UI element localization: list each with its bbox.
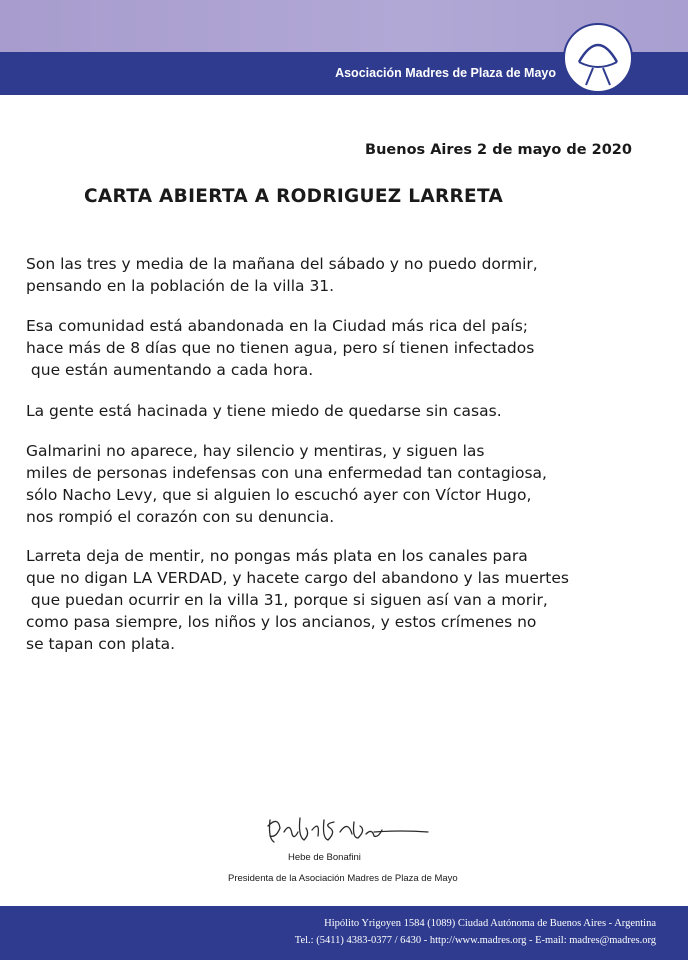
organization-name: Asociación Madres de Plaza de Mayo xyxy=(335,66,556,80)
letter-date: Buenos Aires 2 de mayo de 2020 xyxy=(365,142,632,158)
paragraph-line: que no digan LA VERDAD, y hacete cargo del abandono y las muertes xyxy=(26,569,569,587)
letter-paragraph xyxy=(26,400,656,422)
footer-address: Hipólito Yrigoyen 1584 (1089) Ciudad Autónoma de Buenos Aires - Argentina xyxy=(324,918,656,929)
headscarf-logo-icon xyxy=(562,22,634,94)
letter-paragraph xyxy=(26,440,656,528)
paragraph-line: miles de personas indefensas con una enfermedad tan contagiosa, xyxy=(26,464,547,482)
paragraph-line: hace más de 8 días que no tienen agua, pero sí tienen infectados xyxy=(26,339,535,357)
letter-paragraph xyxy=(26,253,656,297)
paragraph-line: que puedan ocurrir en la villa 31, porque si siguen así van a morir, xyxy=(26,591,548,609)
paragraph-line: como pasa siempre, los niños y los ancianos, y estos crímenes no xyxy=(26,613,537,631)
paragraph-line: sólo Nacho Levy, que si alguien lo escuchó ayer con Víctor Hugo, xyxy=(26,486,532,504)
paragraph-line: Son las tres y media de la mañana del sábado y no puedo dormir, xyxy=(26,255,538,273)
footer-contact: Tel.: (5411) 4383-0377 / 6430 - http://www.madres.org - E-mail: madres@madres.org xyxy=(294,935,656,946)
handwritten-signature xyxy=(262,808,432,852)
paragraph-line: Larreta deja de mentir, no pongas más plata en los canales para xyxy=(26,547,528,565)
paragraph-line: La gente está hacinada y tiene miedo de quedarse sin casas. xyxy=(26,402,502,420)
footer-band xyxy=(0,906,688,960)
paragraph-line: se tapan con plata. xyxy=(26,635,176,653)
letter-paragraph xyxy=(26,315,656,381)
paragraph-line: que están aumentando a cada hora. xyxy=(26,361,314,379)
paragraph-line: pensando en la población de la villa 31. xyxy=(26,277,335,295)
paragraph-line: Esa comunidad está abandonada en la Ciudad más rica del país; xyxy=(26,317,528,335)
paragraph-line: nos rompió el corazón con su denuncia. xyxy=(26,508,335,526)
letter-paragraph xyxy=(26,545,656,655)
signatory-role: Presidenta de la Asociación Madres de Plaza de Mayo xyxy=(228,873,458,884)
signatory-name: Hebe de Bonafini xyxy=(288,852,361,863)
letter-title: CARTA ABIERTA A RODRIGUEZ LARRETA xyxy=(84,186,504,207)
paragraph-line: Galmarini no aparece, hay silencio y mentiras, y siguen las xyxy=(26,442,485,460)
